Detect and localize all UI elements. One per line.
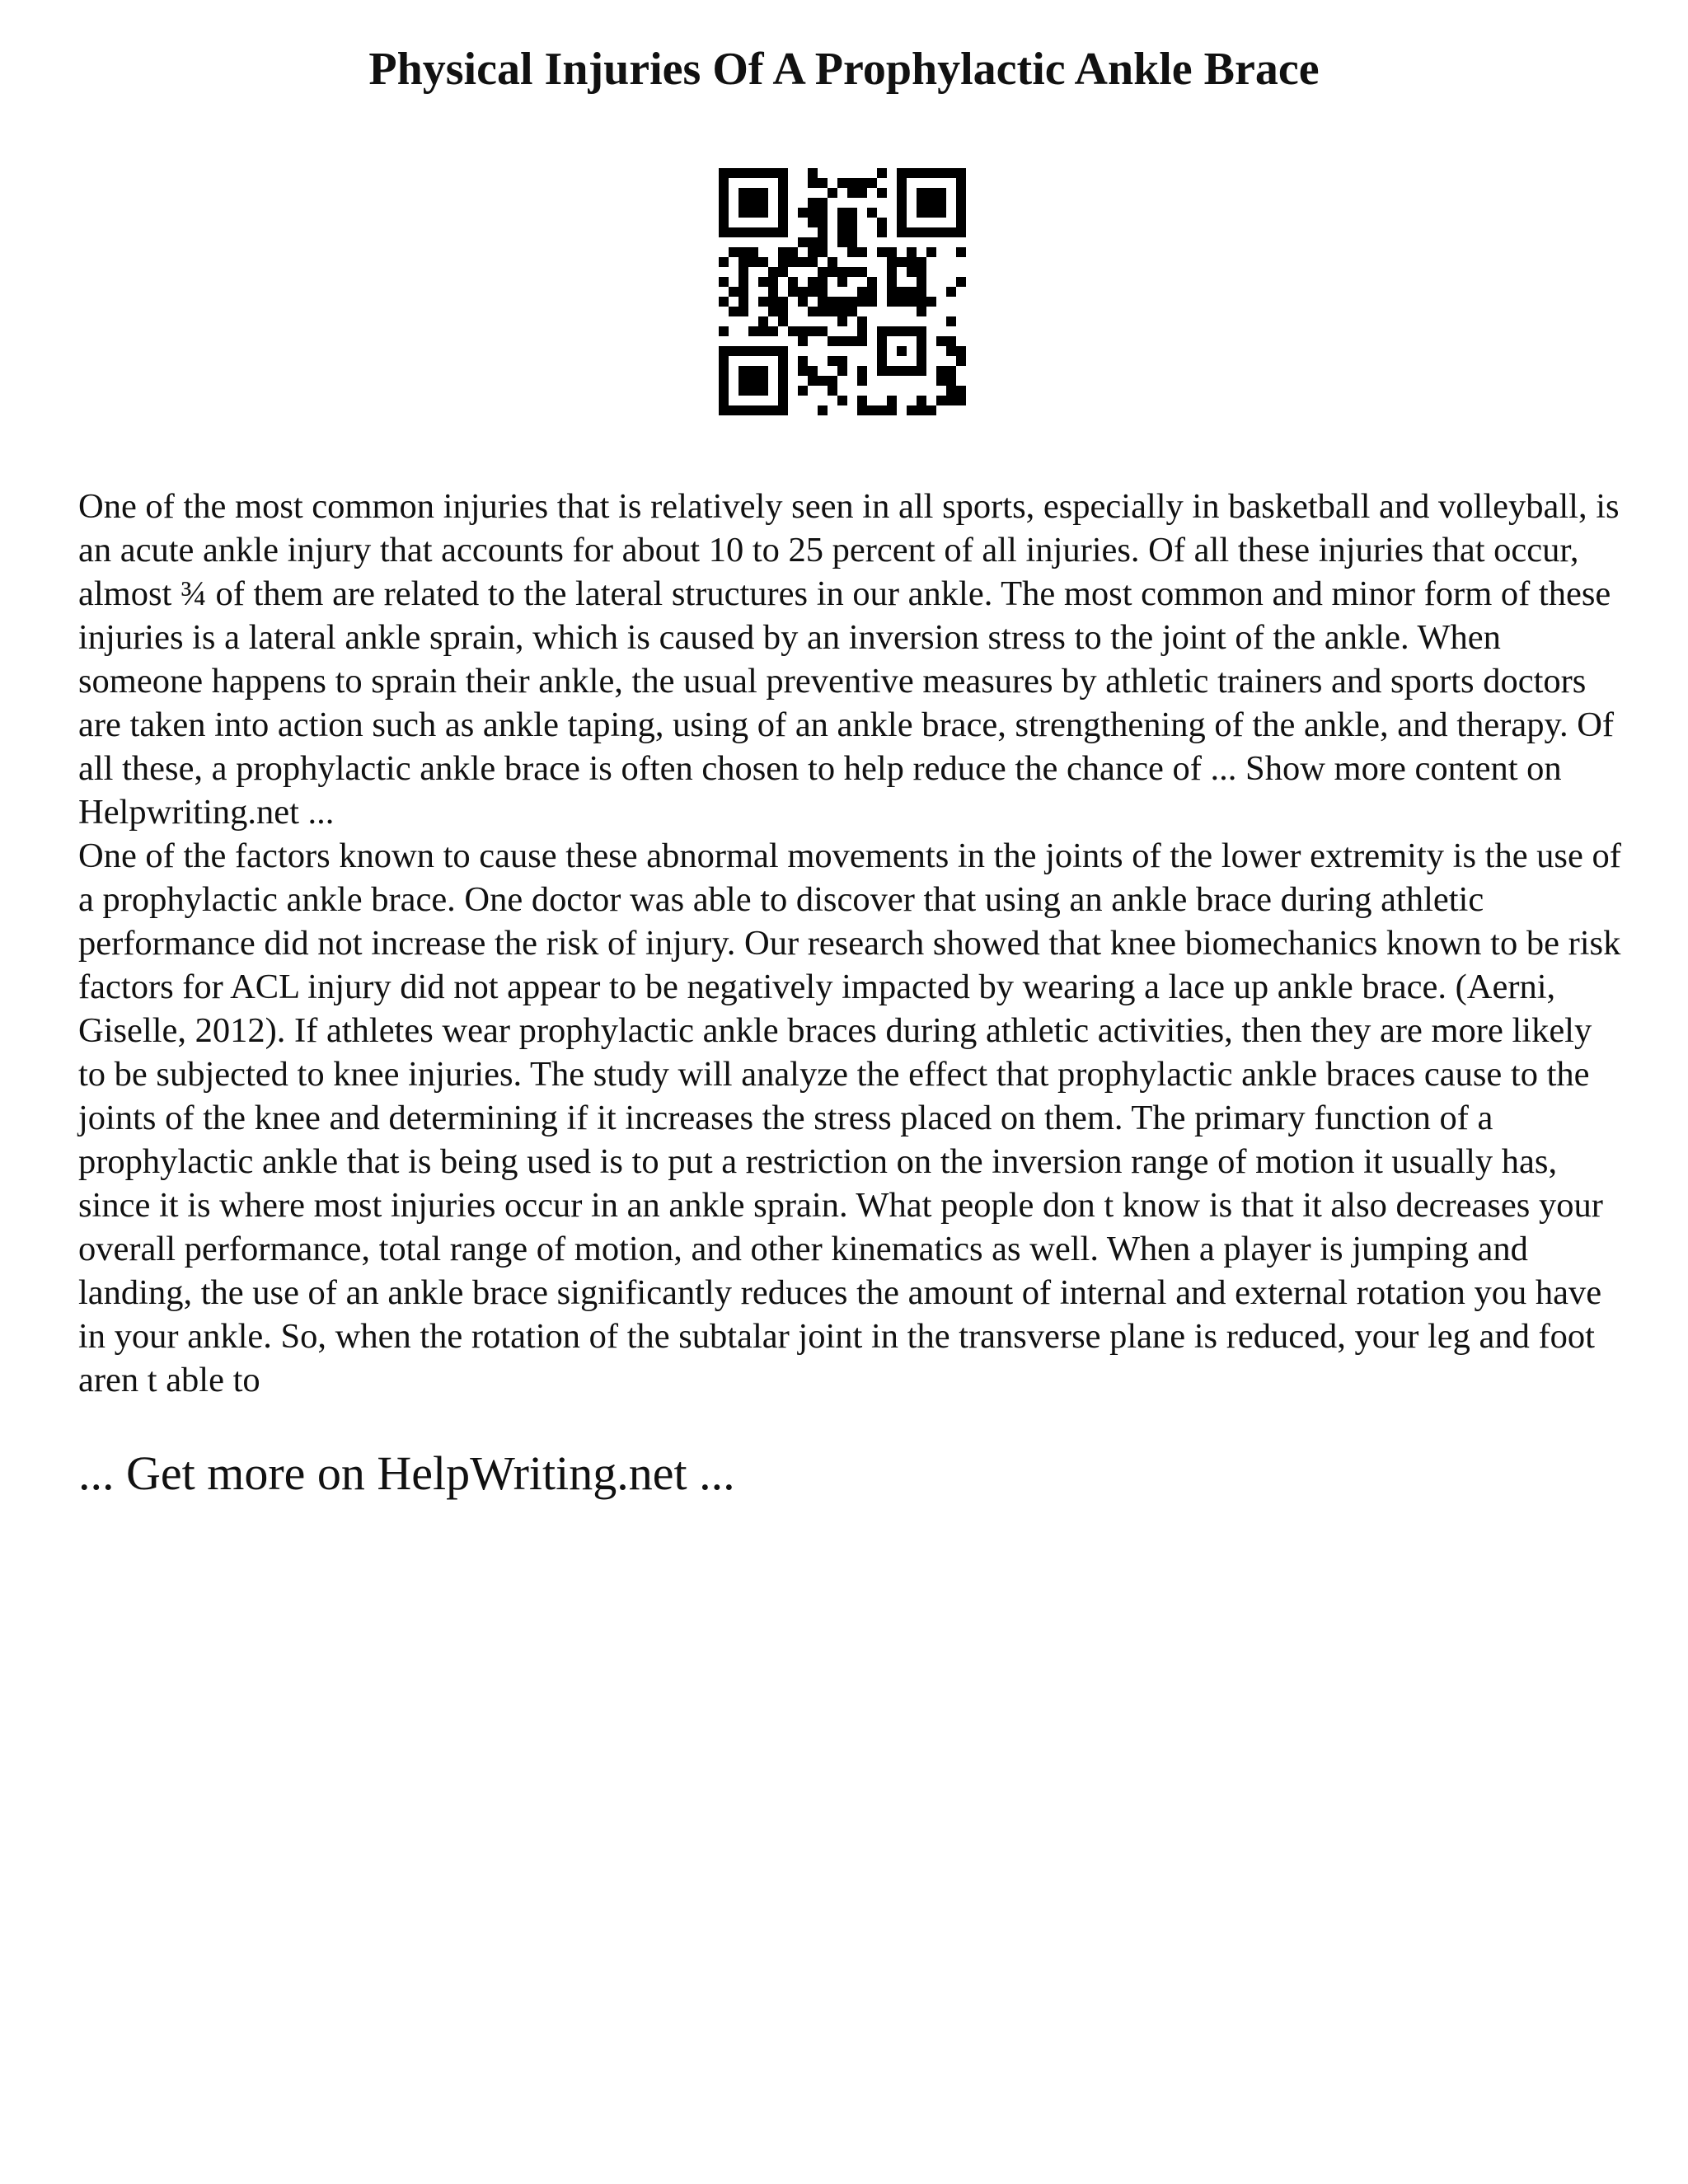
- article-paragraph-2: One of the factors known to cause these abnormal movements in the joints of the lower extremity is the use of a prophylactic ankle brace. One doctor was able to discover that using an ankle brace during athletic performance did not increase the risk of injury. Our research showed that knee biomechanics known to be risk factors for ACL injury did not appear to be negatively impacted by wearing a lace up ankle brace. (Aerni, Giselle, 2012). If athletes wear prophylactic ankle braces during athletic activities, then they are more likely to be subjected to knee injuries. The study will analyze the effect that prophylactic ankle braces cause to the joints of the knee and determining if it increases the stress placed on them. The primary function of a prophylactic ankle that is being used is to put a restriction on the inversion range of motion it usually has, since it is where most injuries occur in an ankle sprain. What people don t know is that it also decreases your overall performance, total range of motion, and other kinematics as well. When a player is jumping and landing, the use of an ankle brace significantly reduces the amount of internal and external rotation you have in your ankle. So, when the rotation of the subtalar joint in the transverse plane is reduced, your leg and foot aren t able to: [78, 837, 1621, 1399]
- qr-code-icon[interactable]: [719, 168, 966, 415]
- article-body: [78, 485, 1624, 1402]
- article-paragraph-1: One of the most common injuries that is relatively seen in all sports, especially in basketball and volleyball, is an acute ankle injury that accounts for about 10 to 25 percent of all injuries. Of all these injuries that occur, almost ¾ of them are related to the lateral structures in our ankle. The most common and minor form of these injuries is a lateral ankle sprain, which is caused by an inversion stress to the joint of the ankle. When someone happens to sprain their ankle, the usual preventive measures by athletic trainers and sports doctors are taken into action such as ankle taping, using of an ankle brace, strengthening of the ankle, and therapy. Of all these, a prophylactic ankle brace is often chosen to help reduce the chance of ... Show more content on Helpwriting.net ...: [78, 487, 1620, 832]
- get-more-link[interactable]: ... Get more on HelpWriting.net ...: [78, 1446, 735, 1500]
- page-title: Physical Injuries Of A Prophylactic Ankle Brace: [368, 44, 1320, 95]
